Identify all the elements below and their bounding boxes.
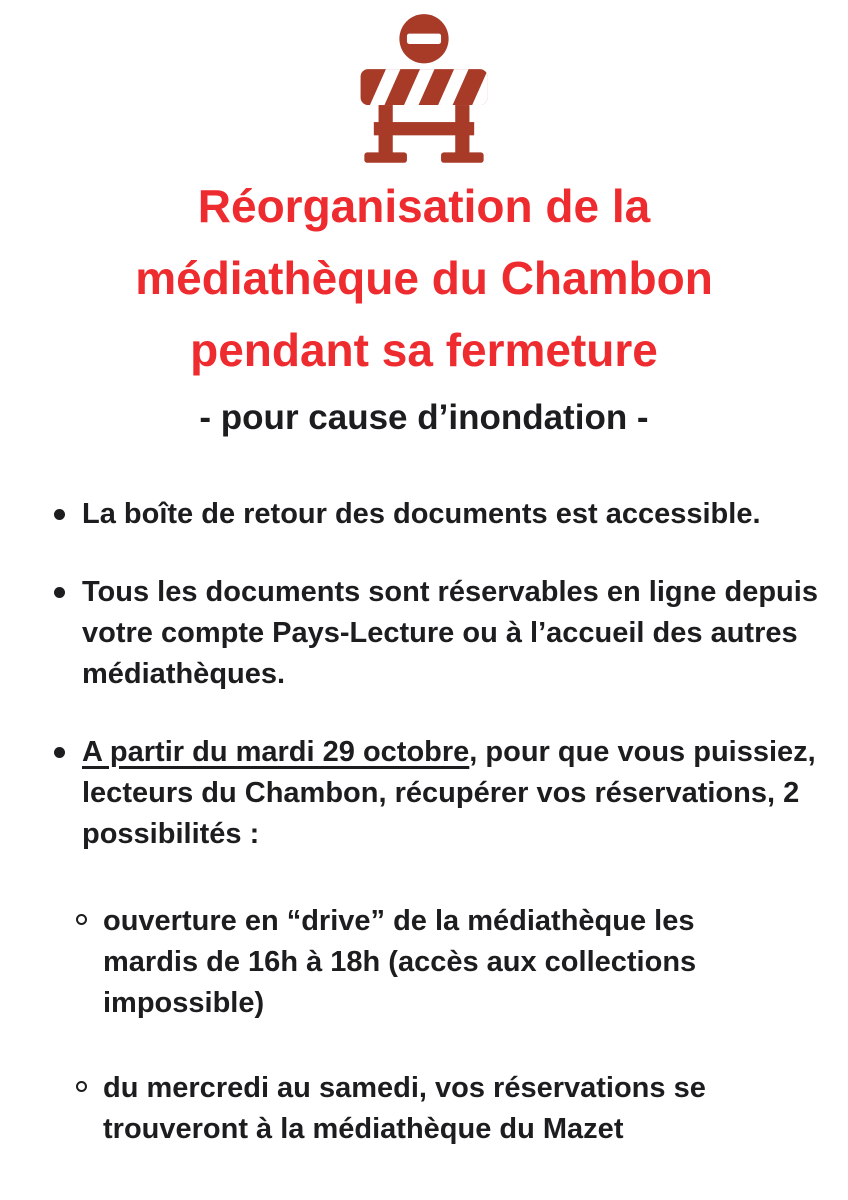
bullet-icon [54,509,65,520]
list-item-text: Tous les documents sont réservables en ligne depuis votre compte Pays-Lecture ou à l’accueil des autres médiathèques. [82,576,818,690]
list-item [54,494,822,535]
hollow-bullet-icon [76,1081,87,1092]
bullet-icon [54,747,65,758]
list-item-text: La boîte de retour des documents est accessible. [82,498,761,530]
page-title-line-3: pendant sa fermeture [190,324,658,376]
sub-list-item-text: du mercredi au samedi, vos réservations se trouveront à la médiathèque du Mazet [103,1072,706,1145]
sub-list-item [76,901,822,1024]
icon-container [26,12,822,164]
sub-list-item [76,1068,822,1150]
page-title-line-1: Réorganisation de la [197,180,651,232]
bullet-list [26,494,822,855]
page-title [26,170,822,386]
page-title-line-2: médiathèque du Chambon [135,252,713,304]
sub-bullet-list [26,901,822,1150]
road-barrier-icon [353,12,495,164]
list-item [54,572,822,695]
underlined-date-text: A partir du mardi 29 octobre [82,736,470,768]
sub-list-item-text: ouverture en “drive” de la médiathèque les mardis de 16h à 18h (accès aux collections impossible) [103,905,697,1019]
list-item [54,732,822,855]
list-item-text-rest: , pour que vous puissiez, lecteurs du Chambon, récupérer vos réservations, 2 possibilités : [82,736,816,850]
page-subtitle: - pour cause d’inondation - [199,398,649,437]
list-item-text [82,732,822,855]
bullet-icon [54,587,65,598]
hollow-bullet-icon [76,914,87,925]
